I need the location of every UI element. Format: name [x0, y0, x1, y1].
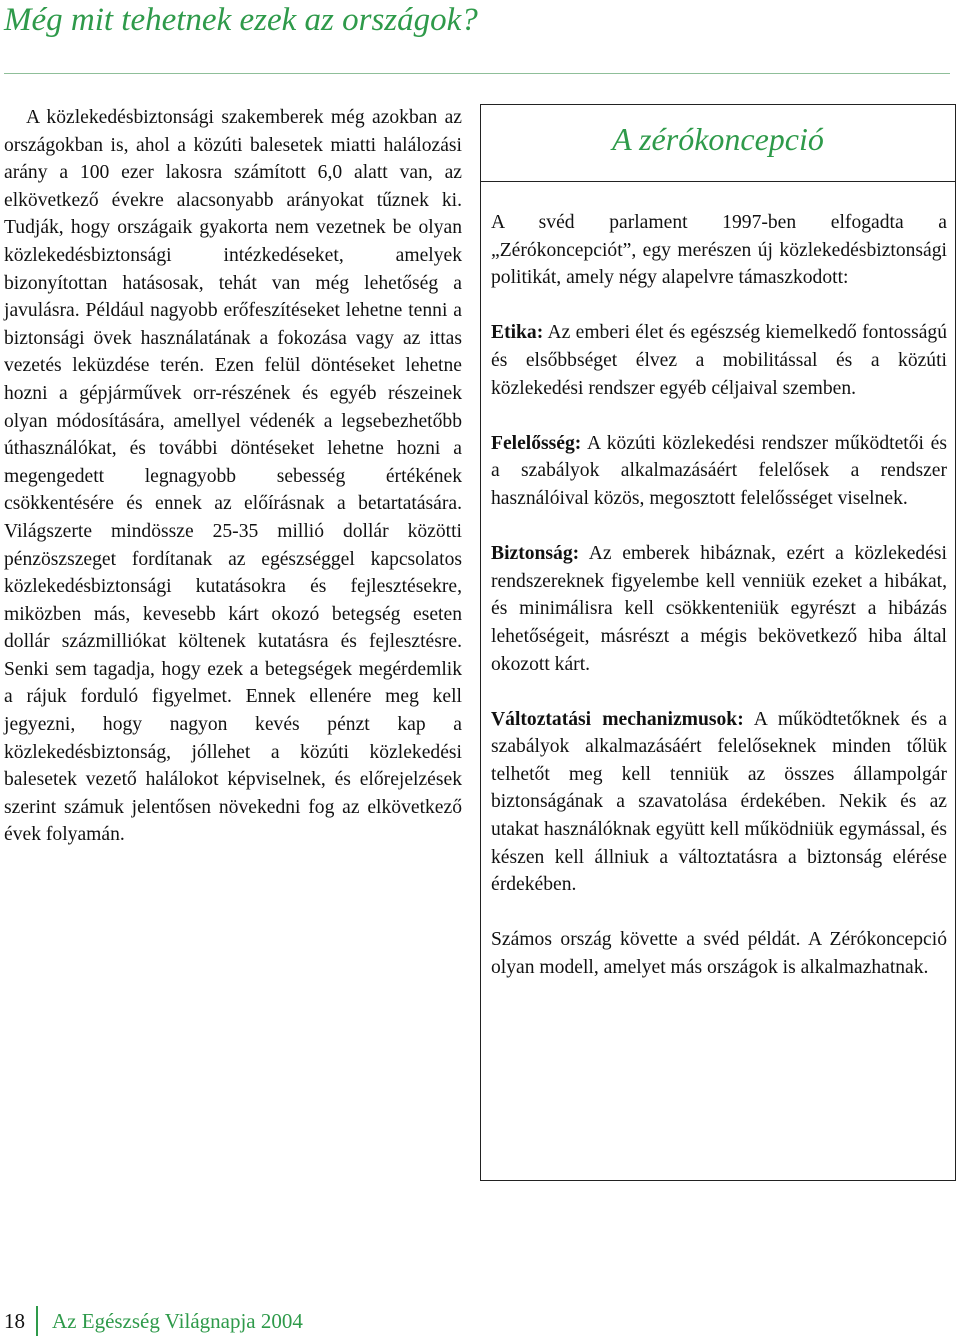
page-number: 18: [4, 1308, 25, 1333]
footer-divider: [36, 1306, 38, 1336]
main-paragraph: A közlekedésbiztonsági szakemberek még azokban az országokban is, ahol a közúti balesetek miatti halálozási arány a 100 ezer lakosra számított 6,0 alatt van, az elkövetkező évekre alacsonyabb arányokat tűznek ki. Tudják, hogy országaik gyakorta nem vezetnek be olyan közlekedésbiztonsági intézkedéseket, amelyek bizonyítottan hatásosak, tehát van még lehetőség a javulásra. Például nagyobb erőfeszítéseket lehetne tenni a biztonsági övek használatának a fokozása vagy az ittas vezetés leküzdése terén. Ezen felül döntéseket lehetne hozni a gépjárművek orr-részének és egyéb részeinek olyan módosítására, amellyel védenék a legsebezhetőbb úthasználókat, és további döntéseket lehetne hozni a megengedett legnagyobb sebesség értékének csökkentésére és ennek az előírásnak a betartatására. Világszerte mindössze 25-35 millió dollár közötti pénzöszszeget fordítanak az egészséggel kapcsolatos közlekedésbiztonsági kutatásokra és fejlesztésekre, miközben más, kevesebb kárt okozó betegség eseten dollár százmilliókat költenek kutatásra és fejlesztésre. Senki sem tagadja, hogy ezek a betegségek megérdemlik a rájuk forduló figyelmet. Ennek ellenére meg kell jegyezni, hogy nagyon kevés pénzt kap a közlekedésbiztonság, jóllehet a közúti közlekedési balesetek vezető halálokot képviselnek, és előrejelzések szerint számuk jelentősen növekedni fog az elkövetkező évek folyamán.: [4, 107, 462, 846]
principle-label: Változtatási mechanizmusok:: [491, 708, 744, 730]
main-text-column: [4, 104, 462, 849]
principle-text: Az emberi élet és egészség kiemelkedő fontosságú és elsőbbséget élvez a mobilitással és a közúti közlekedési rendszer egyéb céljaival szemben.: [491, 322, 947, 399]
sidebar-body: [481, 182, 955, 982]
sidebar-header: [481, 105, 955, 182]
principle-change-mechanisms: [491, 706, 947, 899]
sidebar-box: [480, 104, 956, 1181]
sidebar-title: A zérókoncepció: [612, 120, 824, 157]
principle-text: Az emberek hibáznak, ezért a közlekedési rendszereknek figyelembe kell venniük ezeket a hibákat, és minimálisra kell csökkenteniük egyrészt a hibázás lehetőségeit, másrészt a mégis bekövetkező hiba által okozott kárt.: [491, 543, 947, 675]
sidebar-closing: Számos ország követte a svéd példát. A Zérókoncepció olyan modell, amelyet más országok is alkalmazhatnak.: [491, 929, 947, 979]
publication-name: Az Egészség Világnapja 2004: [52, 1308, 303, 1333]
principle-label: Etika:: [491, 322, 544, 344]
principle-label: Biztonság:: [491, 543, 580, 565]
principle-label: Felelősség:: [491, 432, 582, 454]
principle-text: A működtetőknek és a szabályok alkalmazásáért felelőseknek minden tőlük telhetőt meg kell tenniük az összes állampolgár biztonságának a szavatolása érdekében. Nekik és az utakat használóknak együtt kell működniük egymással, és készen kell állniuk a változtatásra a biztonság elérése érdekében.: [491, 708, 948, 896]
principle-safety: [491, 540, 947, 678]
principle-responsibility: [491, 430, 947, 513]
principle-ethics: [491, 319, 947, 402]
page-footer: [4, 1306, 303, 1336]
page-title: Még mit tehetnek ezek az országok?: [4, 2, 478, 38]
principle-text: A közúti közlekedési rendszer működtetői és a szabályok alkalmazásáért felelősek a rendszer használóival közös, megosztott felelősséget viselnek.: [491, 432, 947, 509]
sidebar-intro: A svéd parlament 1997-ben elfogadta a „Zérókoncepciót”, egy merészen új közlekedésbiztonsági politikát, amely négy alapelvre támaszkodott:: [491, 212, 947, 289]
title-divider: [4, 73, 950, 74]
